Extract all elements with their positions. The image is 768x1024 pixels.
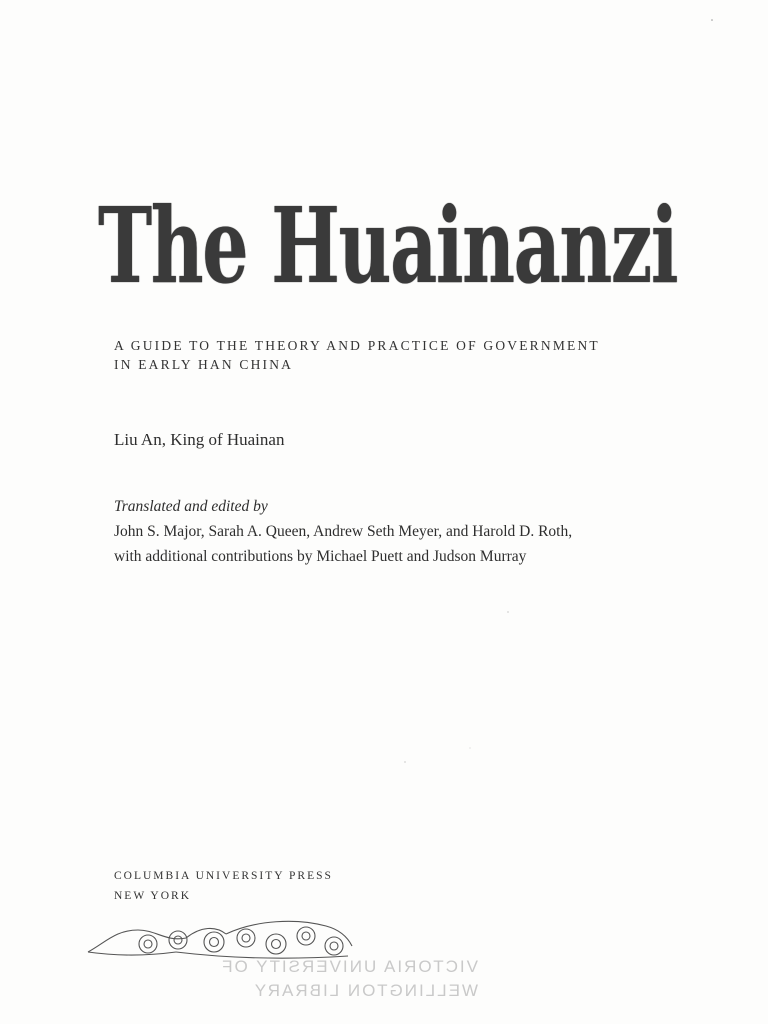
book-title: The Huainanzi [98, 184, 678, 307]
publisher-city: NEW YORK [114, 890, 192, 902]
stamp-line-1: VICTORIA UNIVERSITY OF [220, 957, 478, 976]
stamp-line-2: WELLINGTON LIBRARY [252, 981, 478, 1000]
translator-credits [114, 494, 572, 569]
credits-names-line-2: with additional contributions by Michael Puett and Judson Murray [114, 548, 527, 565]
author-line: Liu An, King of Huainan [114, 430, 285, 449]
publisher-imprint [114, 866, 333, 906]
publisher-name: COLUMBIA UNIVERSITY PRESS [114, 870, 333, 882]
library-stamp [220, 955, 478, 1003]
credits-role: Translated and edited by [114, 498, 268, 515]
subtitle-line-2: IN EARLY HAN CHINA [114, 357, 294, 372]
book-subtitle [114, 336, 600, 374]
subtitle-line-1: A GUIDE TO THE THEORY AND PRACTICE OF GOVERNMENT [114, 338, 600, 353]
credits-names-line-1: John S. Major, Sarah A. Queen, Andrew Seth Meyer, and Harold D. Roth, [114, 523, 573, 540]
